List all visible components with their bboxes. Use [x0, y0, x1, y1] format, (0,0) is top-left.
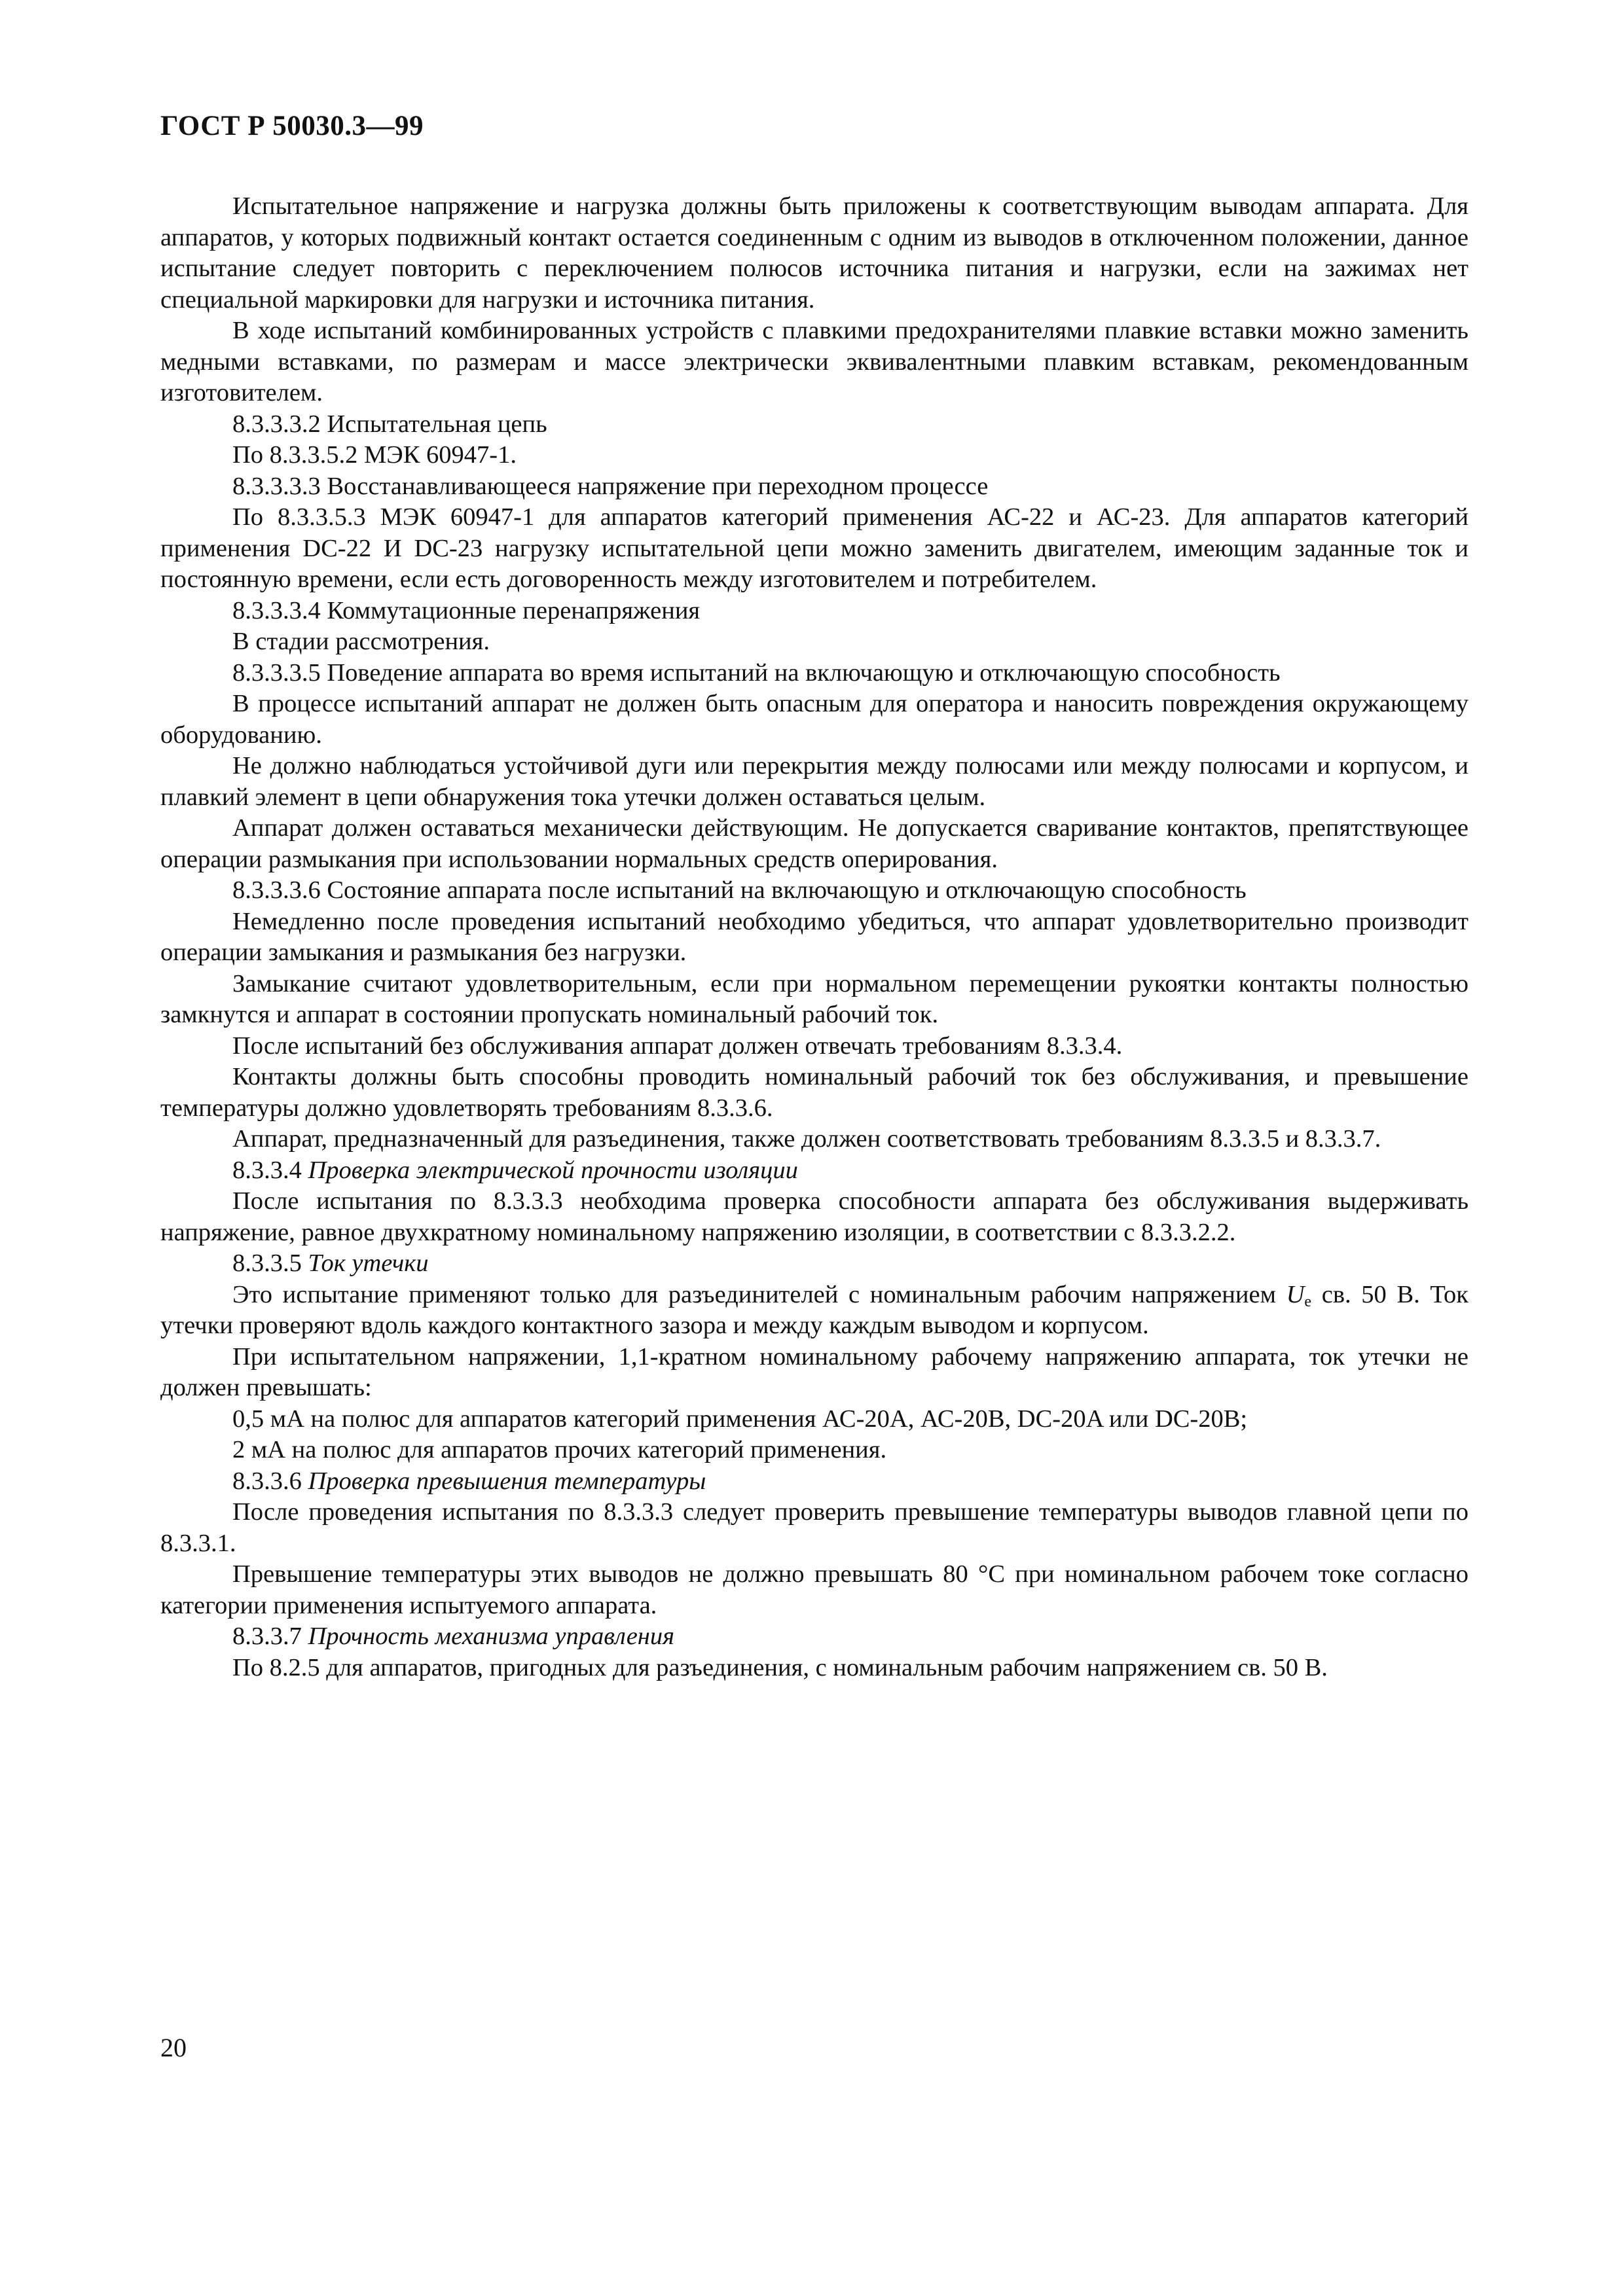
paragraph: В стадии рассмотрения.: [232, 628, 490, 655]
section-heading: [160, 1155, 1468, 1187]
paragraph: Превышение температуры этих выводов не должно превышать 80 °С при номинальном рабочем токе согласно категории применения испытуемого аппарата.: [160, 1560, 1468, 1619]
paragraph: Замыкание считают удовлетворительным, если при нормальном перемещении рукоятки контакты полностью замкнутся и аппарат в состоянии пропускать номинальный рабочий ток.: [160, 969, 1468, 1028]
section-heading: [160, 1248, 1468, 1280]
paragraph: Испытательное напряжение и нагрузка должны быть приложены к соответствующим выводам аппарата. Для аппаратов, у которых подвижный контакт остается соединенным с одним из выводов в отключенном положении, данное испытание следует повторить с переключением полюсов источника питания и нагрузки, если на зажимах нет специальной маркировки для нагрузки и источника питания.: [160, 192, 1468, 314]
paragraph: После испытания по 8.3.3.3 необходима проверка способности аппарата без обслуживания выдерживать напряжение, равное двухкратному номинальному напряжению изоляции, в соответствии с 8.3.3.2.2.: [160, 1187, 1468, 1246]
voltage-subscript: e: [1304, 1293, 1312, 1310]
section-number: 8.3.3.7: [232, 1623, 302, 1650]
section-heading: 8.3.3.3.5 Поведение аппарата во время испытаний на включающую и отключающую способность: [232, 658, 1281, 687]
section-title: Проверка превышения температуры: [308, 1467, 706, 1495]
section-heading: [160, 1621, 1468, 1653]
paragraph: Не должно наблюдаться устойчивой дуги или перекрытия между полюсами или между полюсами и корпусом, и плавкий элемент в цепи обнаружения тока утечки должен оставаться целым.: [160, 752, 1468, 811]
section-heading: 8.3.3.3.3 Восстанавливающееся напряжение при переходном процессе: [232, 472, 989, 500]
paragraph: По 8.2.5 для аппаратов, пригодных для разъединения, с номинальным рабочим напряжением св. 50 В.: [232, 1653, 1328, 1681]
section-heading: [160, 1466, 1468, 1498]
paragraph: По 8.3.3.5.2 МЭК 60947-1.: [232, 441, 517, 469]
paragraph: В ходе испытаний комбинированных устройств с плавкими предохранителями плавкие вставки можно заменить медными вставками, по размерам и массе электрически эквивалентными плавким вставкам, рекомендованным изготовителем.: [160, 317, 1468, 406]
paragraph: Немедленно после проведения испытаний необходимо убедиться, что аппарат удовлетворительно производит операции замыкания и размыкания без нагрузки.: [160, 907, 1468, 966]
section-heading: 8.3.3.3.2 Испытательная цепь: [232, 410, 547, 438]
section-number: 8.3.3.6: [232, 1467, 302, 1495]
paragraph: После проведения испытания по 8.3.3.3 следует проверить превышение температуры выводов главной цепи по 8.3.3.1.: [160, 1498, 1468, 1557]
paragraph: 2 мА на полюс для аппаратов прочих категорий применения.: [232, 1436, 887, 1463]
section-title: Проверка электрической прочности изоляции: [308, 1156, 798, 1184]
paragraph: Аппарат должен оставаться механически действующим. Не допускается сваривание контактов, препятствующее операции размыкания при использовании нормальных средств оперирования.: [160, 814, 1468, 873]
paragraph: В процессе испытаний аппарат не должен быть опасным для оператора и наносить повреждения окружающему оборудованию.: [160, 690, 1468, 749]
section-title: Прочность механизма управления: [308, 1623, 675, 1650]
paragraph: Контакты должны быть способны проводить номинальный рабочий ток без обслуживания, и превышение температуры должно удовлетворять требованиям 8.3.3.6.: [160, 1063, 1468, 1122]
paragraph: При испытательном напряжении, 1,1-кратном номинальному рабочему напряжению аппарата, ток утечки не должен превышать:: [160, 1342, 1468, 1401]
voltage-symbol: U: [1286, 1280, 1305, 1308]
paragraph: 0,5 мА на полюс для аппаратов категорий применения АС-20А, АС-20В, DC-20A или DC-20B;: [232, 1405, 1248, 1433]
paragraph: После испытаний без обслуживания аппарат должен отвечать требованиям 8.3.3.4.: [232, 1031, 1123, 1060]
section-number: 8.3.3.4: [232, 1156, 302, 1184]
section-heading: 8.3.3.3.4 Коммутационные перенапряжения: [232, 596, 701, 624]
paragraph: По 8.3.3.5.3 МЭК 60947-1 для аппаратов категорий применения АС-22 и АС-23. Для аппаратов категорий применения DC-22 И DC-23 нагрузку испытательной цепи можно заменить двигателем, имеющим заданные ток и постоянную времени, если есть договоренность между изготовителем и потребителем.: [160, 503, 1468, 593]
section-heading: 8.3.3.3.6 Состояние аппарата после испытаний на включающую и отключающую способность: [232, 876, 1247, 904]
page-header: ГОСТ Р 50030.3—99: [160, 111, 424, 141]
section-title: Ток утечки: [308, 1249, 429, 1277]
paragraph: Это испытание применяют только для разъединителей с номинальным рабочим напряжением $U_e$ св. 50 В. Ток утечки проверяют вдоль каждого контактного зазора и между каждым выводом и корпусом.: [160, 1280, 1469, 1339]
page-number: 20: [160, 2033, 187, 2062]
paragraph: Аппарат, предназначенный для разъединения, также должен соответствовать требованиям 8.3.3.5 и 8.3.3.7.: [232, 1125, 1381, 1153]
section-number: 8.3.3.5: [232, 1249, 302, 1277]
document-body: [160, 191, 1468, 1683]
